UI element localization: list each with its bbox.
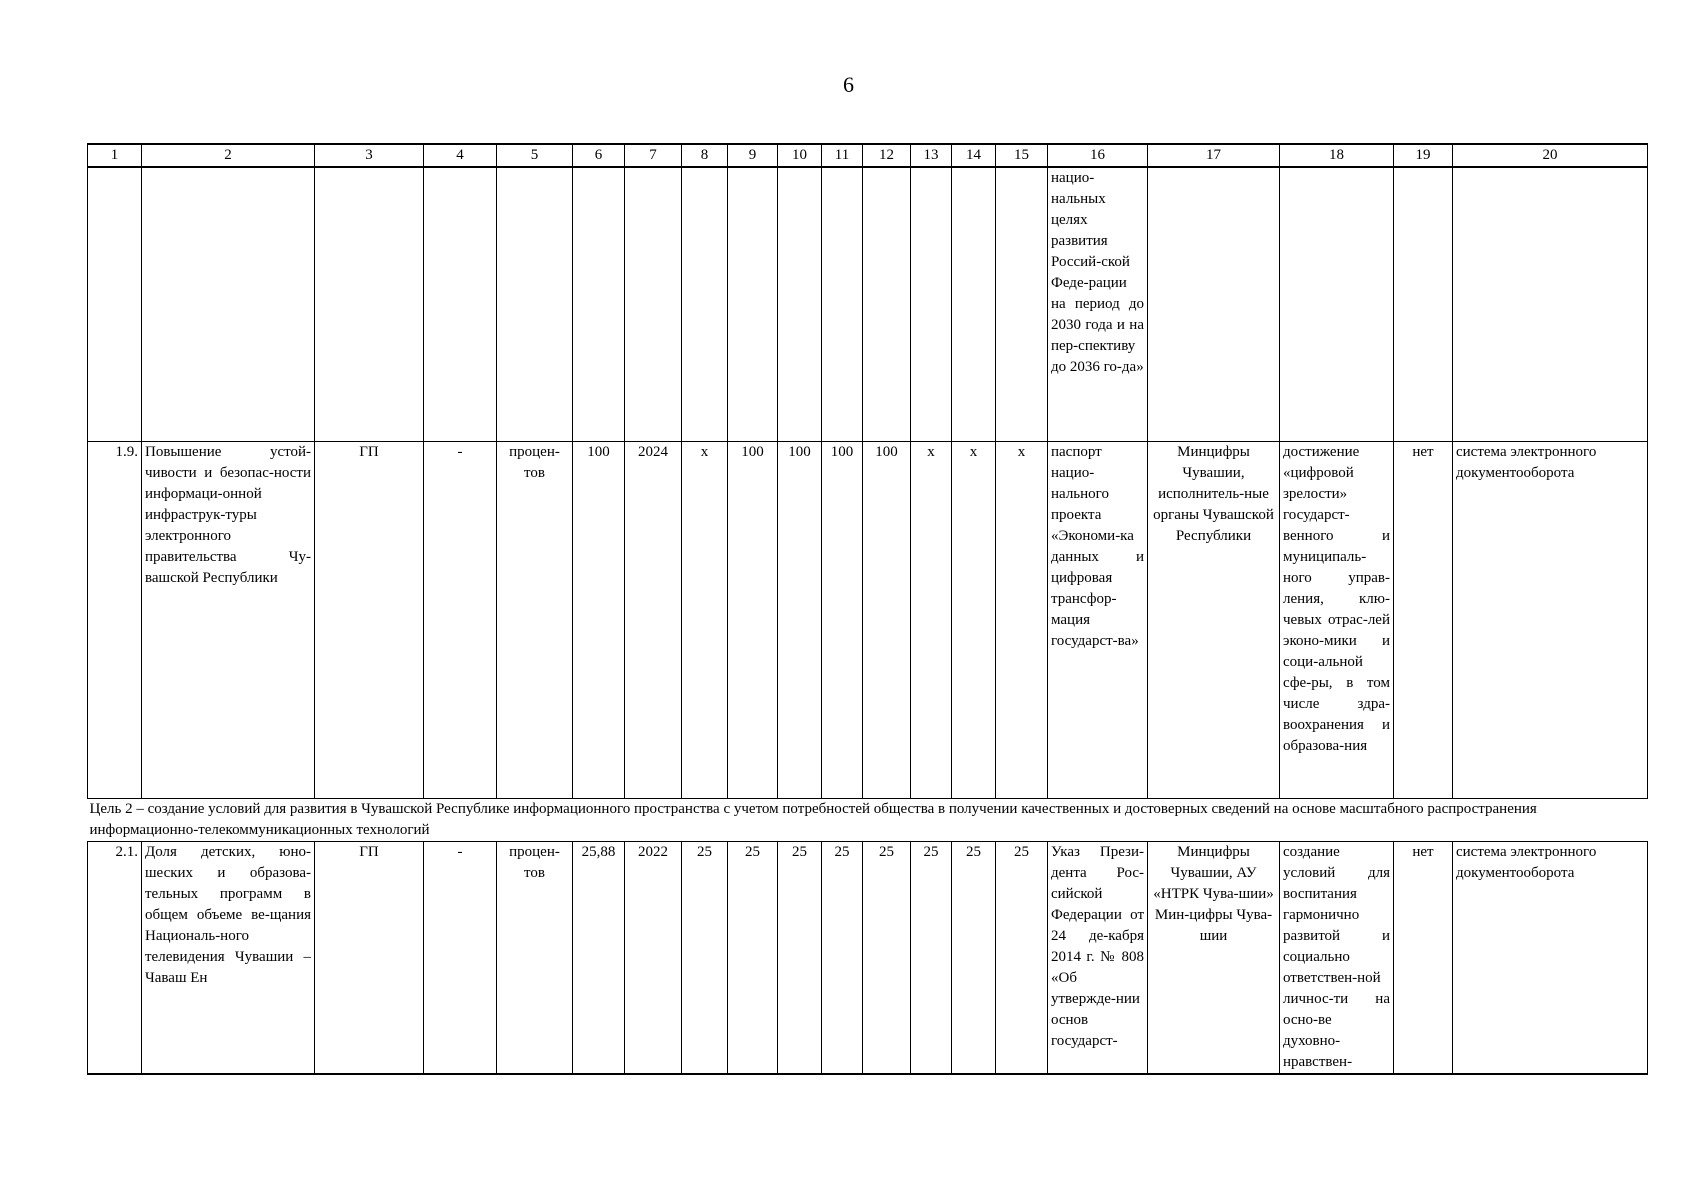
header-cell: 2 (142, 144, 315, 167)
table-cell: нет (1394, 841, 1453, 1074)
responsible-cell: Минцифры Чувашии, АУ «НТРК Чува-шии» Мин-цифры Чува-шии (1148, 841, 1280, 1074)
header-cell: 10 (778, 144, 822, 167)
header-cell: 17 (1148, 144, 1280, 167)
table-cell (996, 167, 1048, 441)
indicator-name: Доля детских, юно-шеских и образова-тельных программ в общем объеме ве-щания Националь-ного телевидения Чувашии – Чаваш Ен (142, 841, 315, 1074)
table-cell (728, 167, 778, 441)
link-cell: создание условий для воспитания гармонично развитой и социально ответствен-ной личнос-ти на осно-ве духовно-нравствен- (1280, 841, 1394, 1074)
info-system-cell: система электронного документооборота (1453, 841, 1648, 1074)
value-cell: 25 (778, 841, 822, 1074)
table-cell (573, 167, 625, 441)
header-cell: 11 (822, 144, 863, 167)
table-cell (682, 167, 728, 441)
value-cell: 100 (778, 441, 822, 798)
table-cell (1280, 167, 1394, 441)
value-cell: 100 (728, 441, 778, 798)
row-number: 2.1. (88, 841, 142, 1074)
header-cell: 9 (728, 144, 778, 167)
table-row-1-9 (88, 441, 1648, 798)
indicator-type: ГП (315, 841, 424, 1074)
info-system-cell: система электронного документооборота (1453, 441, 1648, 798)
header-cell: 14 (952, 144, 996, 167)
value-cell: 25 (822, 841, 863, 1074)
indicators-table (87, 143, 1648, 1075)
header-cell: 12 (863, 144, 911, 167)
value-cell: 25 (911, 841, 952, 1074)
value-cell: 100 (822, 441, 863, 798)
value-cell: х (952, 441, 996, 798)
value-cell: 25 (682, 841, 728, 1074)
header-cell: 1 (88, 144, 142, 167)
header-cell: 8 (682, 144, 728, 167)
table-cell (863, 167, 911, 441)
base-year: 2022 (625, 841, 682, 1074)
indicator-type: ГП (315, 441, 424, 798)
table-cell (625, 167, 682, 441)
base-year: 2024 (625, 441, 682, 798)
header-cell: 16 (1048, 144, 1148, 167)
link-cell: достижение «цифровой зрелости» государст-венного и муниципаль-ного управ-ления, клю-чевых отрас-лей эконо-мики и соци-альной сфе-ры, в том числе здра-воохранения и образова-ния (1280, 441, 1394, 798)
table-row-continuation (88, 167, 1648, 441)
header-cell: 18 (1280, 144, 1394, 167)
unit-cell: процен-тов (497, 441, 573, 798)
header-cell: 13 (911, 144, 952, 167)
header-cell: 15 (996, 144, 1048, 167)
header-row (88, 144, 1648, 167)
base-value: 100 (573, 441, 625, 798)
page-number: 6 (843, 72, 854, 97)
table-cell (1148, 167, 1280, 441)
table-cell: нет (1394, 441, 1453, 798)
table-cell (315, 167, 424, 441)
value-cell: х (996, 441, 1048, 798)
table-cell (822, 167, 863, 441)
table-cell: - (424, 441, 497, 798)
header-cell: 19 (1394, 144, 1453, 167)
header-cell: 5 (497, 144, 573, 167)
header-cell: 7 (625, 144, 682, 167)
responsible-cell: Минцифры Чувашии, исполнитель-ные органы Чувашской Республики (1148, 441, 1280, 798)
value-cell: 25 (728, 841, 778, 1074)
base-value: 25,88 (573, 841, 625, 1074)
value-cell: 25 (952, 841, 996, 1074)
row-number: 1.9. (88, 441, 142, 798)
table-cell (88, 167, 142, 441)
table-cell (424, 167, 497, 441)
table-cell (142, 167, 315, 441)
table-row-2-1 (88, 841, 1648, 1074)
value-cell: 25 (863, 841, 911, 1074)
goal-text: Цель 2 – создание условий для развития в Чувашской Республике информационного пространства с учетом потребностей общества в получении качественных и достоверных сведений на основе масштабного распространения информационно-телекоммуникационных технологий (88, 798, 1648, 841)
header-cell: 4 (424, 144, 497, 167)
value-cell: х (911, 441, 952, 798)
document-cell: нацио-нальных целях развития Россий-ской Феде-рации на период до 2030 года и на пер-спективу до 2036 го-да» (1048, 167, 1148, 441)
table-cell (911, 167, 952, 441)
header-cell: 6 (573, 144, 625, 167)
value-cell: х (682, 441, 728, 798)
goal-row (88, 798, 1648, 841)
value-cell: 25 (996, 841, 1048, 1074)
header-cell: 3 (315, 144, 424, 167)
table-cell (778, 167, 822, 441)
value-cell: 100 (863, 441, 911, 798)
document-cell: паспорт нацио-нального проекта «Экономи-ка данных и цифровая трансфор-мация государст-ва» (1048, 441, 1148, 798)
table-cell (1394, 167, 1453, 441)
table-cell: - (424, 841, 497, 1074)
document-cell: Указ Прези-дента Рос-сийской Федерации от 24 де-кабря 2014 г. № 808 «Об утвержде-нии основ государст- (1048, 841, 1148, 1074)
table-cell (497, 167, 573, 441)
unit-cell: процен-тов (497, 841, 573, 1074)
indicator-name: Повышение устой-чивости и безопас-ности информаци-онной инфраструк-туры электронного правительства Чу-вашской Республики (142, 441, 315, 798)
table-cell (1453, 167, 1648, 441)
header-cell: 20 (1453, 144, 1648, 167)
table-cell (952, 167, 996, 441)
